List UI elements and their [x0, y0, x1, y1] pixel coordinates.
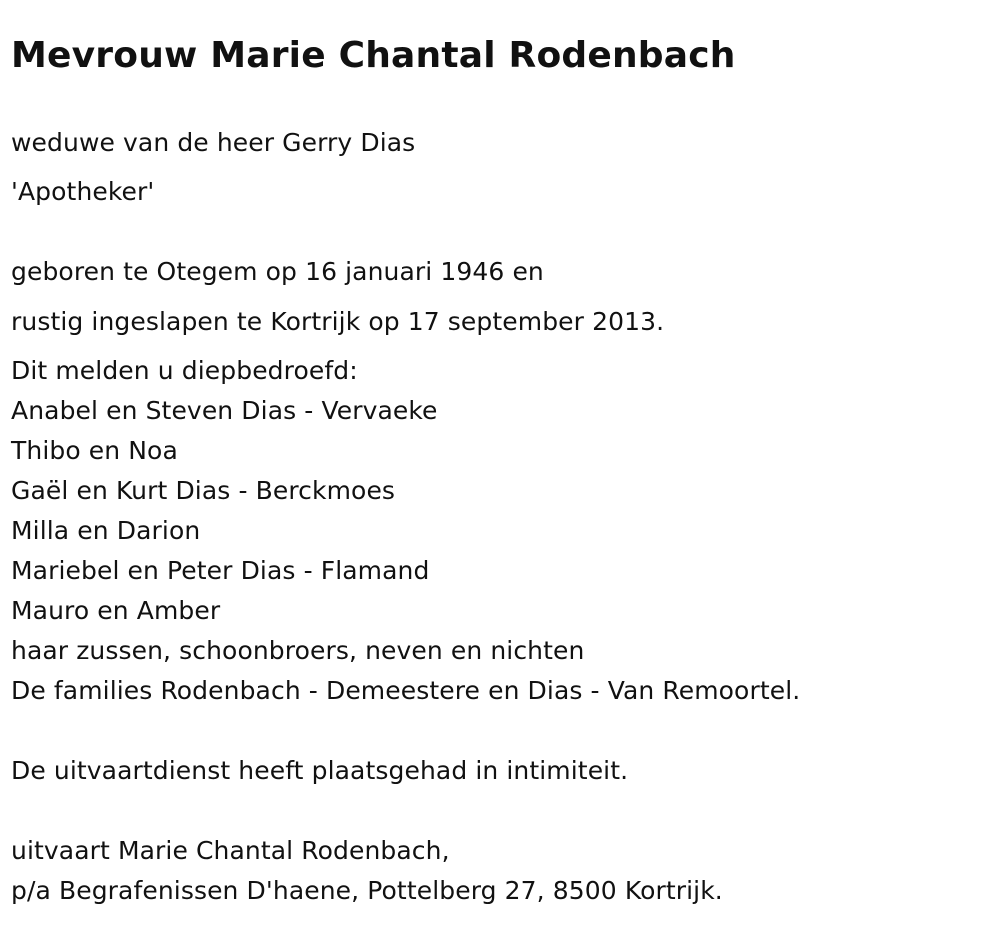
mourner-line: Milla en Darion — [11, 516, 201, 545]
profession-line: 'Apotheker' — [11, 177, 155, 206]
address-line: p/a Begrafenissen D'haene, Pottelberg 27, 8500 Kortrijk. — [11, 876, 723, 905]
mourner-line: haar zussen, schoonbroers, neven en nichten — [11, 636, 585, 665]
birth-line: geboren te Otegem op 16 januari 1946 en — [11, 257, 544, 286]
mourner-line: Thibo en Noa — [11, 436, 178, 465]
mourner-line: Mariebel en Peter Dias - Flamand — [11, 556, 430, 585]
funeral-statement: De uitvaartdienst heeft plaatsgehad in intimiteit. — [11, 756, 629, 785]
mourner-line: De families Rodenbach - Demeestere en Dias - Van Remoortel. — [11, 676, 801, 705]
announcement-intro: Dit melden u diepbedroefd: — [11, 356, 358, 385]
death-line: rustig ingeslapen te Kortrijk op 17 september 2013. — [11, 307, 665, 336]
mourner-line: Mauro en Amber — [11, 596, 221, 625]
mourner-line: Gaël en Kurt Dias - Berckmoes — [11, 476, 396, 505]
mourner-line: Anabel en Steven Dias - Vervaeke — [11, 396, 438, 425]
spouse-line: weduwe van de heer Gerry Dias — [11, 128, 416, 157]
page-title: Mevrouw Marie Chantal Rodenbach — [11, 35, 736, 76]
address-line: uitvaart Marie Chantal Rodenbach, — [11, 836, 450, 865]
obituary-notice — [11, 0, 991, 927]
